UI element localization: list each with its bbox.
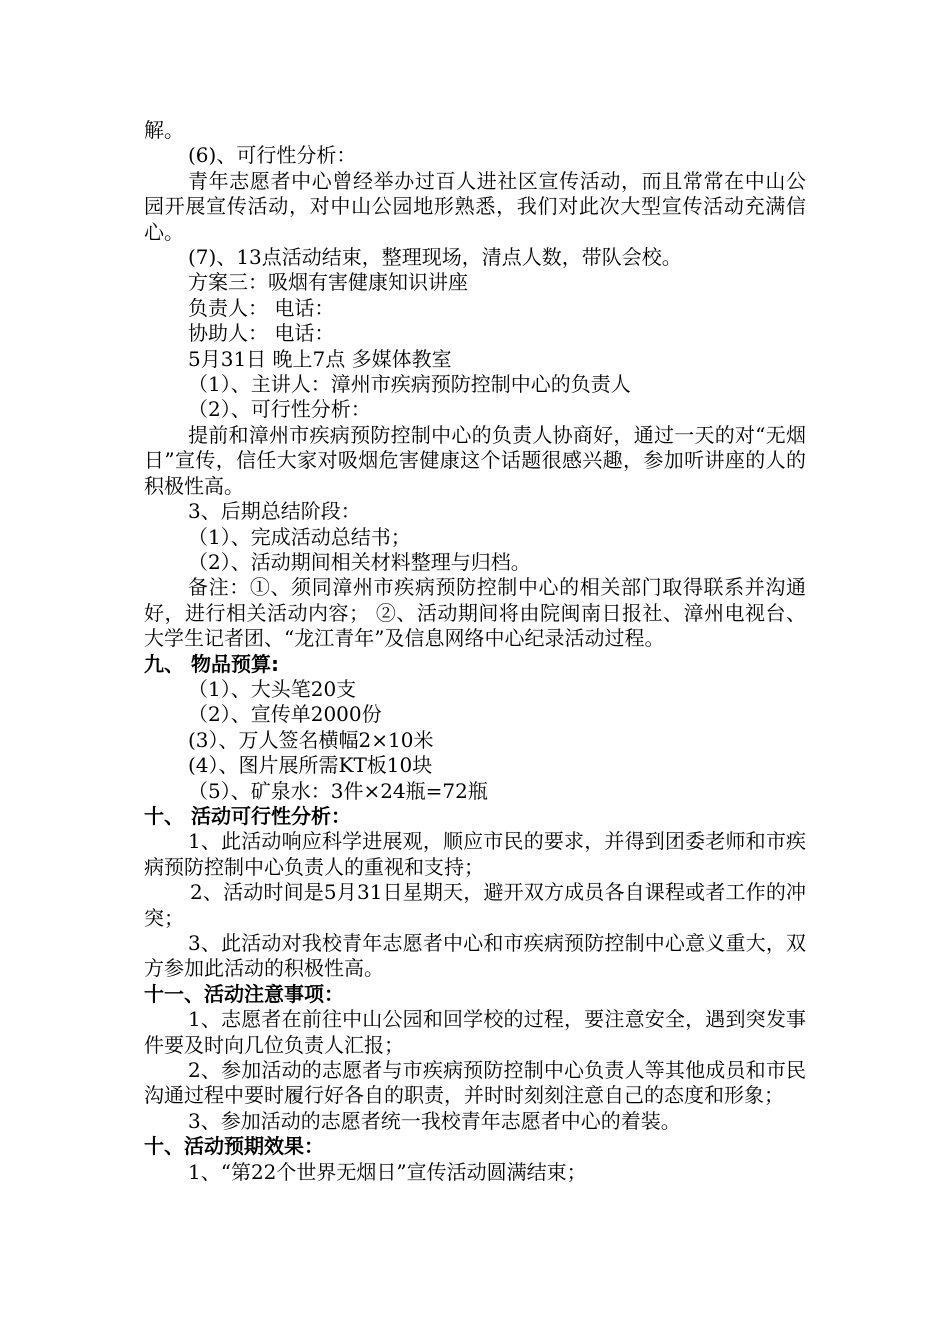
paragraph: (6)、可行性分析：: [188, 143, 357, 168]
paragraph: 5月31日 晚上7点 多媒体教室: [188, 346, 452, 371]
paragraph: (3）、万人签名横幅2×10米: [188, 727, 434, 752]
paragraph: （5）、矿泉水：3件×24瓶=72瓶: [188, 778, 488, 803]
paragraph: 3、参加活动的志愿者统一我校青年志愿者中心的着装。: [188, 1108, 681, 1133]
paragraph: 1、“第22个世界无烟日”宣传活动圆满结束；: [188, 1159, 587, 1184]
paragraph: 3、此活动对我校青年志愿者中心和市疾病预防控制中心意义重大，双方参加此活动的积极性高。: [144, 931, 806, 981]
paragraph: 2、活动时间是5月31日星期天，避开双方成员各自课程或者工作的冲突；: [144, 880, 806, 930]
paragraph: 提前和漳州市疾病预防控制中心的负责人协商好，通过一天的对“无烟日”宣传，信任大家对吸烟危害健康这个话题很感兴趣，参加听讲座的人的积极性高。: [144, 422, 806, 498]
paragraph: 方案三：吸烟有害健康知识讲座: [188, 270, 468, 295]
paragraph: 1、志愿者在前往中山公园和回学校的过程，要注意安全，遇到突发事件要及时向几位负责人汇报；: [144, 1007, 806, 1057]
paragraph: 协助人： 电话：: [188, 321, 335, 346]
paragraph: （1）、大头笔20支: [188, 676, 357, 701]
section-heading: 十一、活动注意事项：: [144, 981, 344, 1006]
paragraph: （1）、主讲人：漳州市疾病预防控制中心的负责人: [188, 372, 631, 397]
paragraph: （2）、活动期间相关材料整理与归档。: [188, 549, 531, 574]
paragraph: 负责人： 电话：: [188, 295, 335, 320]
paragraph: 3、后期总结阶段：: [188, 499, 361, 524]
paragraph: 1、此活动响应科学进展观，顺应市民的要求，并得到团委老师和市疾病预防控制中心负责人的重视和支持；: [144, 829, 806, 879]
paragraph: 解。: [144, 118, 184, 142]
document-body: [144, 118, 806, 1185]
paragraph: (7)、13点活动结束，整理现场，清点人数，带队会校。: [188, 245, 682, 270]
paragraph: （2）、宣传单2000份: [188, 702, 382, 727]
paragraph: （1）、完成活动总结书；: [188, 524, 411, 549]
section-heading: 九、 物品预算:: [144, 651, 279, 676]
paragraph: 备注：①、须同漳州市疾病预防控制中心的相关部门取得联系并沟通好，进行相关活动内容； ②、活动期间将由院闽南日报社、漳州电视台、大学生记者团、“龙江青年”及信息网络中心纪录活动过程。: [144, 575, 806, 651]
paragraph: （2）、可行性分析：: [188, 397, 371, 422]
section-heading: 十、 活动可行性分析：: [144, 803, 351, 828]
paragraph: 2、参加活动的志愿者与市疾病预防控制中心负责人等其他成员和市民沟通过程中要时履行好各自的职责，并时时刻刻注意自己的态度和形象；: [144, 1058, 806, 1108]
section-heading: 十、活动预期效果：: [144, 1134, 324, 1159]
paragraph: (4）、图片展所需KT板10块: [188, 753, 433, 778]
paragraph: 青年志愿者中心曾经举办过百人进社区宣传活动，而且常常在中山公园开展宣传活动，对中山公园地形熟悉，我们对此次大型宣传活动充满信心。: [144, 168, 806, 244]
